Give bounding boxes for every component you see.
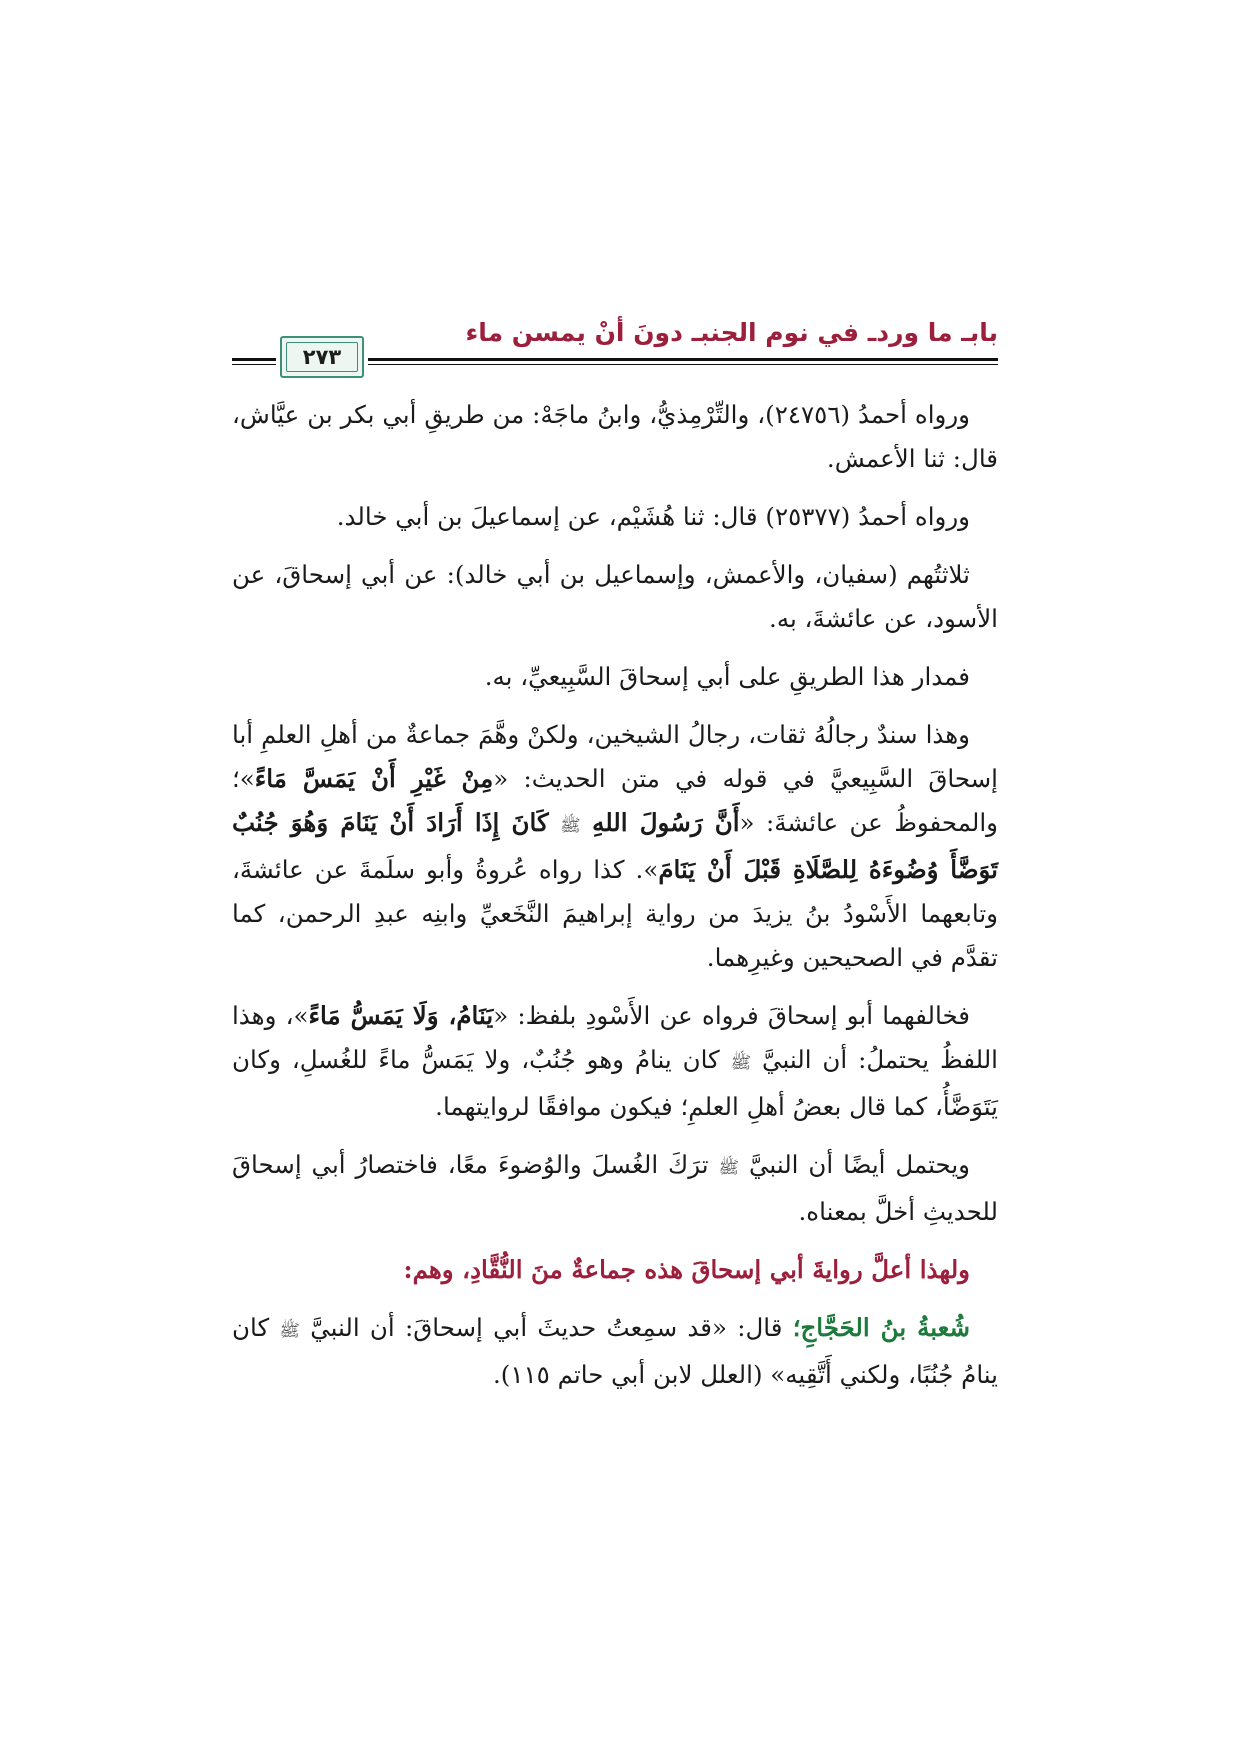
text-run: ». كذا رواه عُروةُ وأبو سلَمةَ عن عائشةَ، وتابعهما الأَسْودُ بنُ يزيدَ من رواية إبراهيمَ النَّخَعيِّ وابنِه عبدِ الرحمن، كما تقدَّم في الصحيحين وغيرِهما. — [232, 855, 998, 972]
text-run: قال: «قد سمِعتُ حديثَ أبي إسحاقَ: أن النبيَّ — [310, 1313, 783, 1342]
text-run: »؛ والمحفوظُ عن عائشةَ: « — [232, 764, 998, 837]
header-rule — [232, 364, 276, 365]
text-run: ترَكَ الغُسلَ والوُضوءَ معًا، فاختصارُ أبي إسحاقَ للحديثِ أخلَّ بمعناه. — [232, 1150, 998, 1226]
hadith-text: يَنَامُ، وَلَا يَمَسُّ مَاءً — [308, 1001, 494, 1030]
header-rule — [368, 364, 998, 365]
salawat-glyph: ﷺ — [279, 1321, 300, 1341]
paragraph: ورواه أحمدُ (٢٥٣٧٧) قال: ثنا هُشَيْم، عن إسماعيلَ بن أبي خالد. — [336, 502, 970, 531]
salawat-glyph: ﷺ — [560, 816, 581, 836]
paragraph — [232, 1143, 998, 1234]
header-rule — [368, 358, 998, 361]
section-heading: ولهذا أعلَّ روايةَ أبي إسحاقَ هذه جماعةٌ منَ النُّقَّادِ، وهم: — [403, 1255, 970, 1284]
paragraph — [232, 713, 998, 980]
salawat-glyph: ﷺ — [718, 1158, 740, 1178]
text-run: وهذا سندٌ رجالُهُ ثقات، رجالُ الشيخين، ولكنْ وهَّمَ جماعةٌ من أهلِ العلمِ أبا إسحاقَ السَّبِيعيَّ في قوله في متن الحديث: « — [232, 720, 998, 793]
paragraph: ثلاثتُهم (سفيان، والأعمش، وإسماعيل بن أبي خالد): عن أبي إسحاقَ، عن الأسود، عن عائشةَ، به. — [232, 560, 998, 633]
hadith-text: مِنْ غَيْرِ أَنْ يَمَسَّ مَاءً — [254, 764, 494, 793]
paragraph — [232, 1306, 998, 1397]
hadith-text: أَنَّ رَسُولَ اللهِ — [592, 808, 740, 837]
page-number-badge — [280, 336, 364, 378]
header-rule — [232, 358, 276, 361]
text-run: »، وهذا اللفظُ يحتملُ: أن النبيَّ — [232, 1001, 998, 1074]
main-text — [232, 393, 998, 1411]
text-run: ويحتمل أيضًا أن النبيَّ — [749, 1150, 970, 1179]
paragraph: ورواه أحمدُ (٢٤٧٥٦)، والتِّرْمِذيُّ، وابنُ ماجَهْ: من طريقِ أبي بكر بن عيَّاش، قال: ثنا الأعمش. — [232, 400, 998, 473]
text-run: كان ينامُ وهو جُنُبٌ، ولا يَمَسُّ ماءً للغُسلِ، وكان يَتَوَضَّأُ، كما قال بعضُ أهلِ العلمِ؛ فيكون موافقًا لروايتهما. — [232, 1045, 998, 1121]
paragraph: فمدار هذا الطريقِ على أبي إسحاقَ السَّبِيعيِّ، به. — [484, 662, 970, 691]
hadith-text: كَانَ إِذَا أَرَادَ أَنْ يَنَامَ وَهُوَ جُنُبٌ تَوَضَّأَ وُضُوءَهُ لِلصَّلَاةِ قَبْلَ أَنْ يَنَامَ — [232, 808, 998, 884]
chapter-title: بابـ ما وردـ في نوم الجنبـ دونَ أنْ يمسن ماء — [465, 318, 998, 347]
narrator-name: شُعبةُ بنُ الحَجَّاجِ؛ — [792, 1313, 971, 1342]
text-run: فخالفهما أبو إسحاقَ فرواه عن الأَسْودِ بلفظ: « — [493, 1001, 970, 1030]
page-header — [232, 318, 998, 380]
paragraph — [232, 994, 998, 1129]
page-number: ٢٧٣ — [302, 345, 342, 369]
salawat-glyph: ﷺ — [730, 1053, 752, 1073]
text-run: كان ينامُ جُنُبًا، ولكني أَتَّقِيه» (العلل لابن أبي حاتم ١١٥). — [232, 1313, 998, 1389]
